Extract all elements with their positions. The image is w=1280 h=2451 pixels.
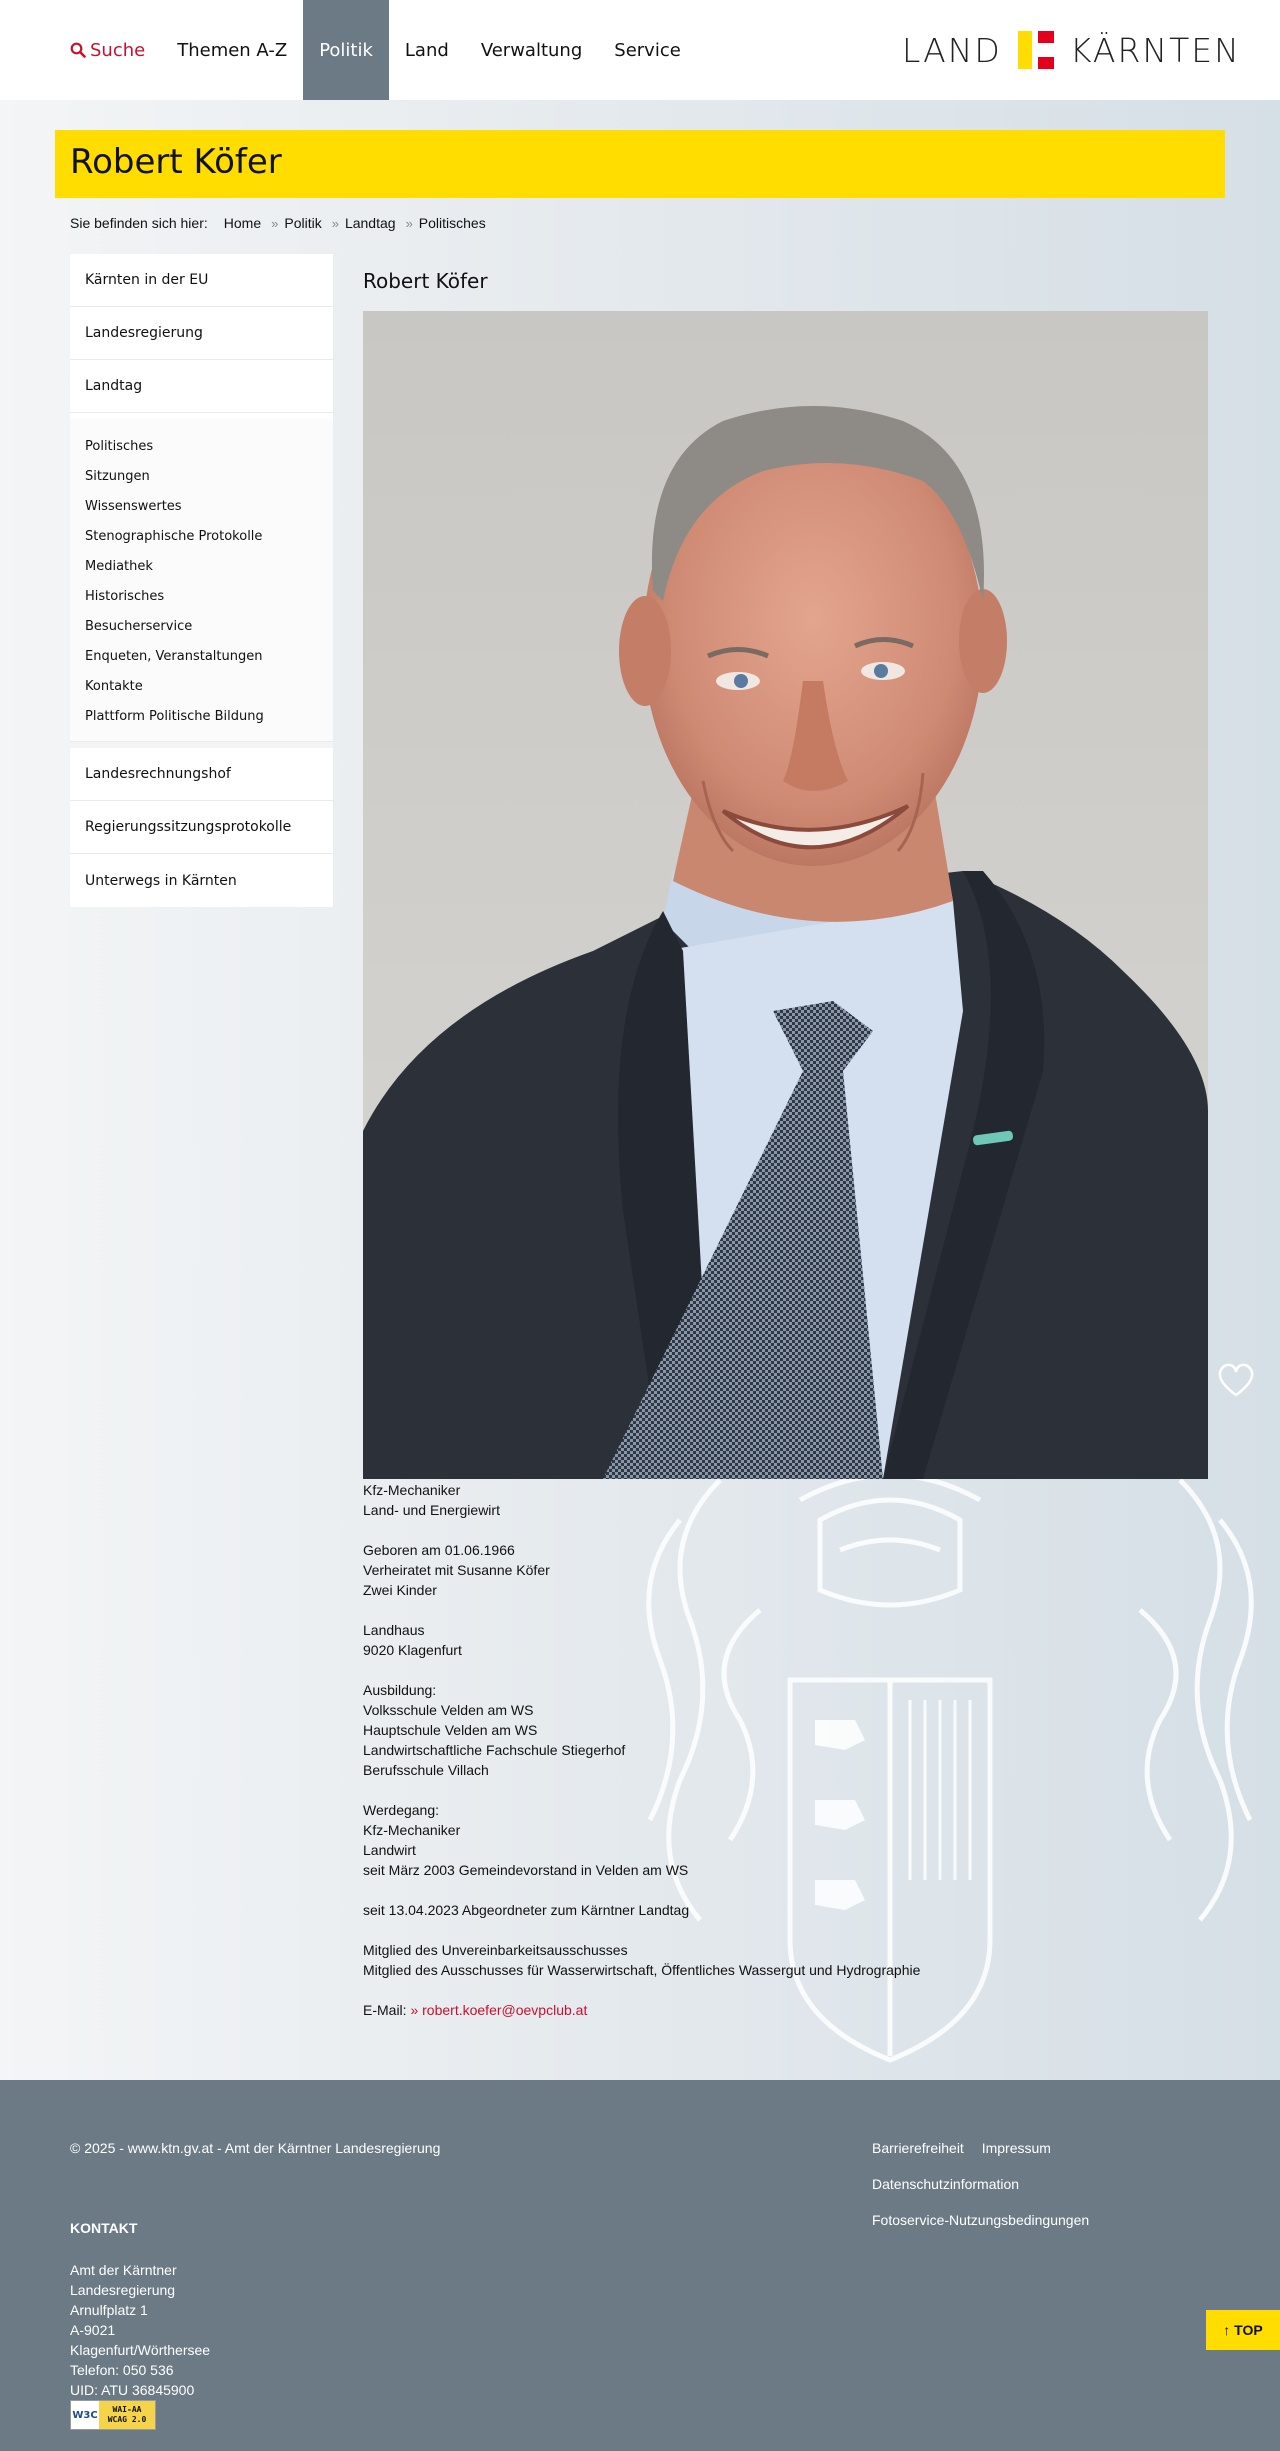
nav-verwaltung[interactable]: Verwaltung	[480, 39, 583, 61]
footer-link-impressum[interactable]: Impressum	[981, 2140, 1051, 2156]
main-navigation	[54, 0, 697, 100]
nav-search[interactable]	[54, 0, 161, 100]
bio-line: Landhaus	[363, 1622, 425, 1638]
bio-spacer	[363, 1780, 1208, 1800]
footer-link-datenschutz[interactable]: Datenschutzinformation	[872, 2176, 1020, 2192]
address-line: Landesregierung	[70, 2282, 176, 2298]
subnav-item-wissenswertes[interactable]: Wissenswertes	[85, 498, 182, 514]
sidebar-subnav-landtag	[70, 419, 333, 742]
bio-line: Hauptschule Velden am WS	[363, 1722, 538, 1738]
nav-search-label: Suche	[90, 39, 146, 61]
footer-link-fotoservice[interactable]: Fotoservice-Nutzungsbedingungen	[872, 2212, 1090, 2228]
address-line: A-9021	[70, 2322, 116, 2338]
logo-text-right: KÄRNTEN	[1069, 30, 1241, 70]
breadcrumb	[70, 215, 486, 231]
heart-outline-icon	[1216, 1362, 1256, 1398]
sidebar-item-regierungssitzungsprotokolle[interactable]: Regierungssitzungsprotokolle	[70, 801, 333, 854]
sidebar-item-landesrechnungshof[interactable]: Landesrechnungshof	[70, 748, 333, 801]
sidebar-navigation	[70, 254, 333, 907]
bio-line: Geboren am 01.06.1966	[363, 1542, 515, 1558]
subnav-item-mediathek[interactable]: Mediathek	[85, 558, 153, 574]
portrait-photo	[363, 311, 1208, 1479]
bio-spacer	[363, 1880, 1208, 1900]
footer-links	[872, 2140, 1212, 2248]
page-title: Robert Köfer	[70, 142, 282, 182]
bio-line: Verheiratet mit Susanne Köfer	[363, 1562, 550, 1578]
bio-line: Kfz-Mechaniker	[363, 1822, 461, 1838]
bio-line: Berufsschule Villach	[363, 1762, 489, 1778]
nav-themen[interactable]: Themen A-Z	[177, 39, 288, 61]
email-label: E-Mail:	[363, 2002, 407, 2018]
main-content	[363, 260, 1208, 2018]
footer-link-barrierefreiheit[interactable]: Barrierefreiheit	[872, 2140, 964, 2156]
address-line: Amt der Kärntner	[70, 2262, 177, 2278]
subnav-item-besucherservice[interactable]: Besucherservice	[85, 618, 193, 634]
bio-line: Werdegang:	[363, 1802, 440, 1818]
breadcrumb-home[interactable]: Home	[223, 215, 262, 231]
nav-service[interactable]: Service	[614, 39, 681, 61]
breadcrumb-lead: Sie befinden sich hier:	[70, 215, 208, 231]
bio-line: Landwirtschaftliche Fachschule Stiegerhof	[363, 1742, 626, 1758]
subnav-item-politisches[interactable]: Politisches	[85, 438, 154, 454]
sidebar-item-eu[interactable]: Kärnten in der EU	[70, 254, 333, 307]
site-header	[0, 0, 1280, 100]
bio-line: seit März 2003 Gemeindevorstand in Velden am WS	[363, 1862, 689, 1878]
bio-line: Mitglied des Ausschusses für Wasserwirtschaft, Öffentliches Wassergut und Hydrographie	[363, 1962, 921, 1978]
bio-spacer	[363, 1600, 1208, 1620]
wcag-badge[interactable]	[70, 2400, 156, 2430]
sidebar-item-landtag[interactable]: Landtag	[70, 360, 333, 413]
address-line: UID: ATU 36845900	[70, 2382, 195, 2398]
footer-address	[70, 2260, 210, 2400]
footer-kontakt-heading: KONTAKT	[70, 2220, 138, 2236]
wcag-version-text: WCAG 2.0	[107, 2415, 147, 2424]
content-heading: Robert Köfer	[363, 269, 488, 293]
biography	[363, 1480, 1208, 2020]
email-link[interactable]	[410, 2002, 587, 2018]
breadcrumb-politik[interactable]: Politik	[284, 215, 322, 231]
subnav-item-kontakte[interactable]: Kontakte	[85, 678, 143, 694]
email-line	[363, 2000, 1208, 2020]
w3c-logo-icon: W3C	[72, 2409, 98, 2421]
chevron-right-icon: »	[331, 215, 339, 231]
wai-aa-label	[99, 2401, 155, 2429]
subnav-item-historisches[interactable]: Historisches	[85, 588, 165, 604]
logo-mark-icon	[1018, 31, 1054, 69]
chevron-right-icon: »	[271, 215, 279, 231]
bio-line: Mitglied des Unvereinbarkeitsausschusses	[363, 1942, 628, 1958]
page-title-banner	[55, 130, 1225, 198]
back-to-top-button[interactable]: ↑ TOP	[1206, 2310, 1280, 2350]
nav-land[interactable]: Land	[404, 39, 449, 61]
bio-spacer	[363, 1980, 1208, 2000]
site-logo[interactable]	[902, 28, 1241, 72]
bio-line: Volksschule Velden am WS	[363, 1702, 534, 1718]
bio-line: Landwirt	[363, 1842, 416, 1858]
link-arrow-icon: »	[410, 2002, 419, 2018]
bio-line: Ausbildung:	[363, 1682, 437, 1698]
footer-copyright: © 2025 - www.ktn.gv.at - Amt der Kärntner Landesregierung	[70, 2140, 441, 2156]
address-line: Arnulfplatz 1	[70, 2302, 148, 2318]
bio-spacer	[363, 1920, 1208, 1940]
bio-line: 9020 Klagenfurt	[363, 1642, 462, 1658]
email-address: robert.koefer@oevpclub.at	[422, 2002, 588, 2018]
breadcrumb-landtag[interactable]: Landtag	[344, 215, 396, 231]
subnav-item-bildung[interactable]: Plattform Politische Bildung	[85, 708, 264, 724]
breadcrumb-politisches[interactable]: Politisches	[418, 215, 486, 231]
site-footer	[0, 2080, 1280, 2451]
sidebar-item-landesregierung[interactable]: Landesregierung	[70, 307, 333, 360]
nav-politik[interactable]: Politik	[303, 0, 389, 100]
bio-line: Kfz-Mechaniker	[363, 1482, 461, 1498]
wai-aa-text: WAI-AA	[112, 2405, 142, 2414]
address-line: Klagenfurt/Wörthersee	[70, 2342, 211, 2358]
bio-line: seit 13.04.2023 Abgeordneter zum Kärntner Landtag	[363, 1902, 690, 1918]
subnav-item-sitzungen[interactable]: Sitzungen	[85, 468, 150, 484]
sidebar-item-unterwegs[interactable]: Unterwegs in Kärnten	[85, 872, 237, 889]
chevron-right-icon: »	[405, 215, 413, 231]
bio-spacer	[363, 1660, 1208, 1680]
bio-line: Zwei Kinder	[363, 1582, 437, 1598]
bio-spacer	[363, 1520, 1208, 1540]
bio-line: Land- und Energiewirt	[363, 1502, 500, 1518]
search-icon	[70, 42, 86, 58]
subnav-item-enqueten[interactable]: Enqueten, Veranstaltungen	[85, 648, 263, 664]
address-line: Telefon: 050 536	[70, 2362, 174, 2378]
logo-text-left: LAND	[902, 30, 1002, 70]
subnav-item-protokolle[interactable]: Stenographische Protokolle	[85, 528, 263, 544]
